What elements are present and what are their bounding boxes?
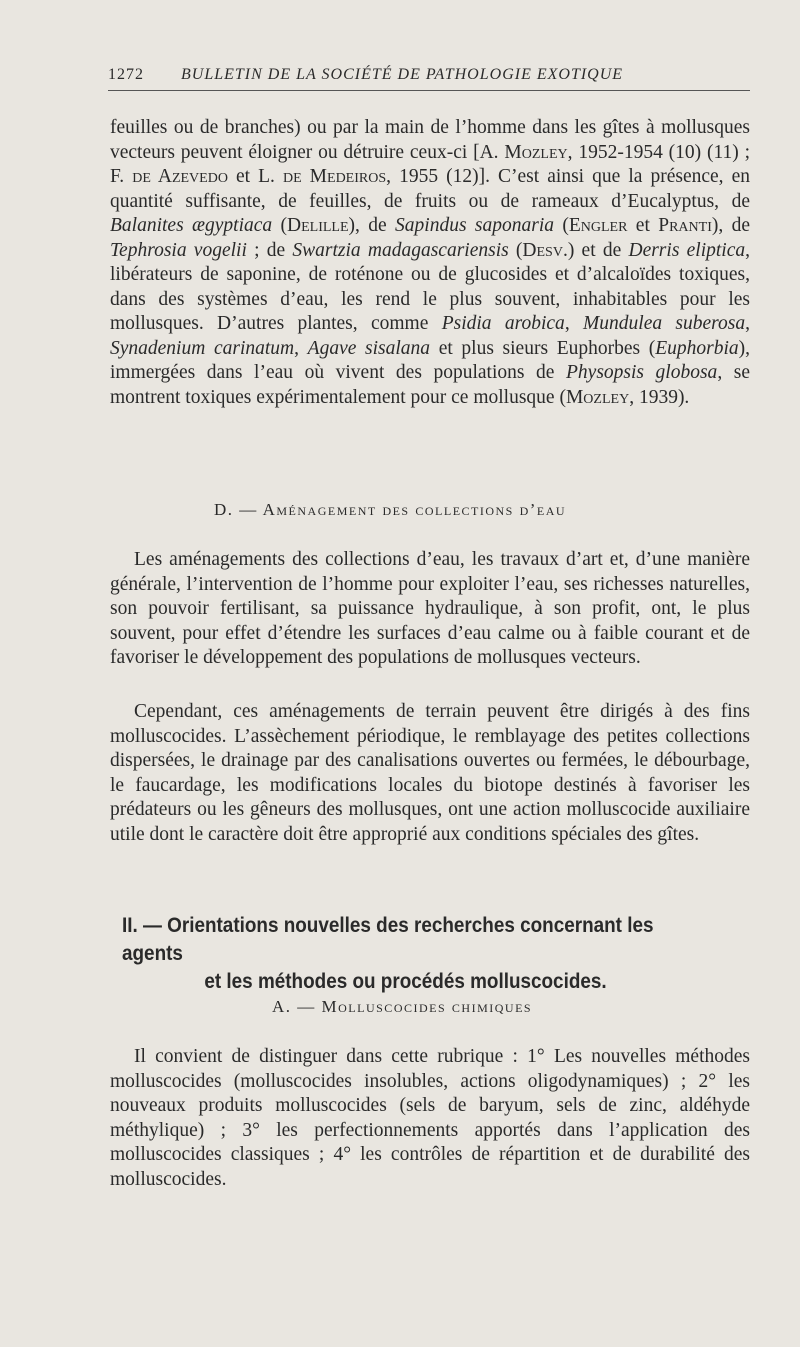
paragraph-3-block (110, 700, 750, 847)
paragraph-2-block (110, 548, 750, 671)
paragraph-4: Il convient de distinguer dans cette rubrique : 1° Les nouvelles méthodes molluscocides (molluscocides insolubles, actions oligodynamiques) ; 2° les nouveaux produits molluscocides (sels de baryum, sels de zinc, aldéhyde méthylique) ; 3° les perfectionnements apportés dans l’application des molluscocides classiques ; 4° les contrôles de répartition et de durabilité des molluscocides. (110, 1046, 750, 1190)
paragraph-1-block (110, 116, 750, 410)
paragraph-2: Les aménagements des collections d’eau, les travaux d’art et, d’une manière générale, l’intervention de l’homme pour exploiter l’eau, ses richesses naturelles, son pouvoir fertilisant, sa puissance hydraulique, à son profit, ont, le plus souvent, pour effet d’étendre les surfaces d’eau calme ou à faible courant et de favoriser le développement des populations de mollusques vecteurs. (110, 549, 750, 668)
section-ii-heading-line2: et les méthodes ou procédés molluscocides. (204, 970, 607, 993)
page-number: 1272 (108, 66, 144, 83)
section-ii-heading-line1: II. — Orientations nouvelles des recherches concernant les agents (122, 914, 654, 965)
section-a-heading: A. — Molluscocides chimiques (272, 997, 533, 1016)
running-title: BULLETIN DE LA SOCIÉTÉ DE PATHOLOGIE EXOTIQUE (181, 66, 624, 83)
paragraph-4-block (110, 1045, 750, 1192)
running-header (108, 66, 750, 91)
paragraph-1: feuilles ou de branches) ou par la main de l’homme dans les gîtes à mollusques vecteurs peuvent éloigner ou détruire ceux-ci [A. Mozley, 1952-1954 (10) (11) ; F. de Azevedo et L. de Medeiros, 1955 (12)]. C’est ainsi que la présence, en quantité suffisante, de feuilles, de fruits ou de rameaux d’Eucalyptus, de Balanites ægyptiaca (Delille), de Sapindus saponaria (Engler et Pranti), de Tephrosia vogelii ; de Swartzia madagascariensis (Desv.) et de Derris eliptica, libérateurs de saponine, de roténone ou de glucosides et d’alcaloïdes toxiques, dans des systèmes d’eau, les rend le plus souvent, inhabitables pour les mollusques. D’autres plantes, comme Psidia arobica, Mundulea suberosa, Synadenium carinatum, Agave sisalana et plus sieurs Euphorbes (Euphorbia), immergées dans l’eau où vivent des populations de Physopsis globosa, se montrent toxiques expérimentalement pour ce mollusque (Mozley, 1939). (110, 117, 751, 408)
section-d-heading: D. — Aménagement des collections d’eau (214, 500, 567, 519)
paragraph-3: Cependant, ces aménagements de terrain peuvent être dirigés à des fins molluscocides. L’assèchement périodique, le remblayage des petites collections dispersées, le drainage par des canalisations ouvertes ou fermées, le débourbage, le faucardage, les modifications locales du biotope destinés à favoriser les prédateurs ou les gêneurs des mollusques, ont une action molluscocide auxiliaire utile dont le caractère doit être approprié aux conditions spéciales des gîtes. (110, 701, 750, 845)
section-ii-heading (122, 912, 698, 996)
